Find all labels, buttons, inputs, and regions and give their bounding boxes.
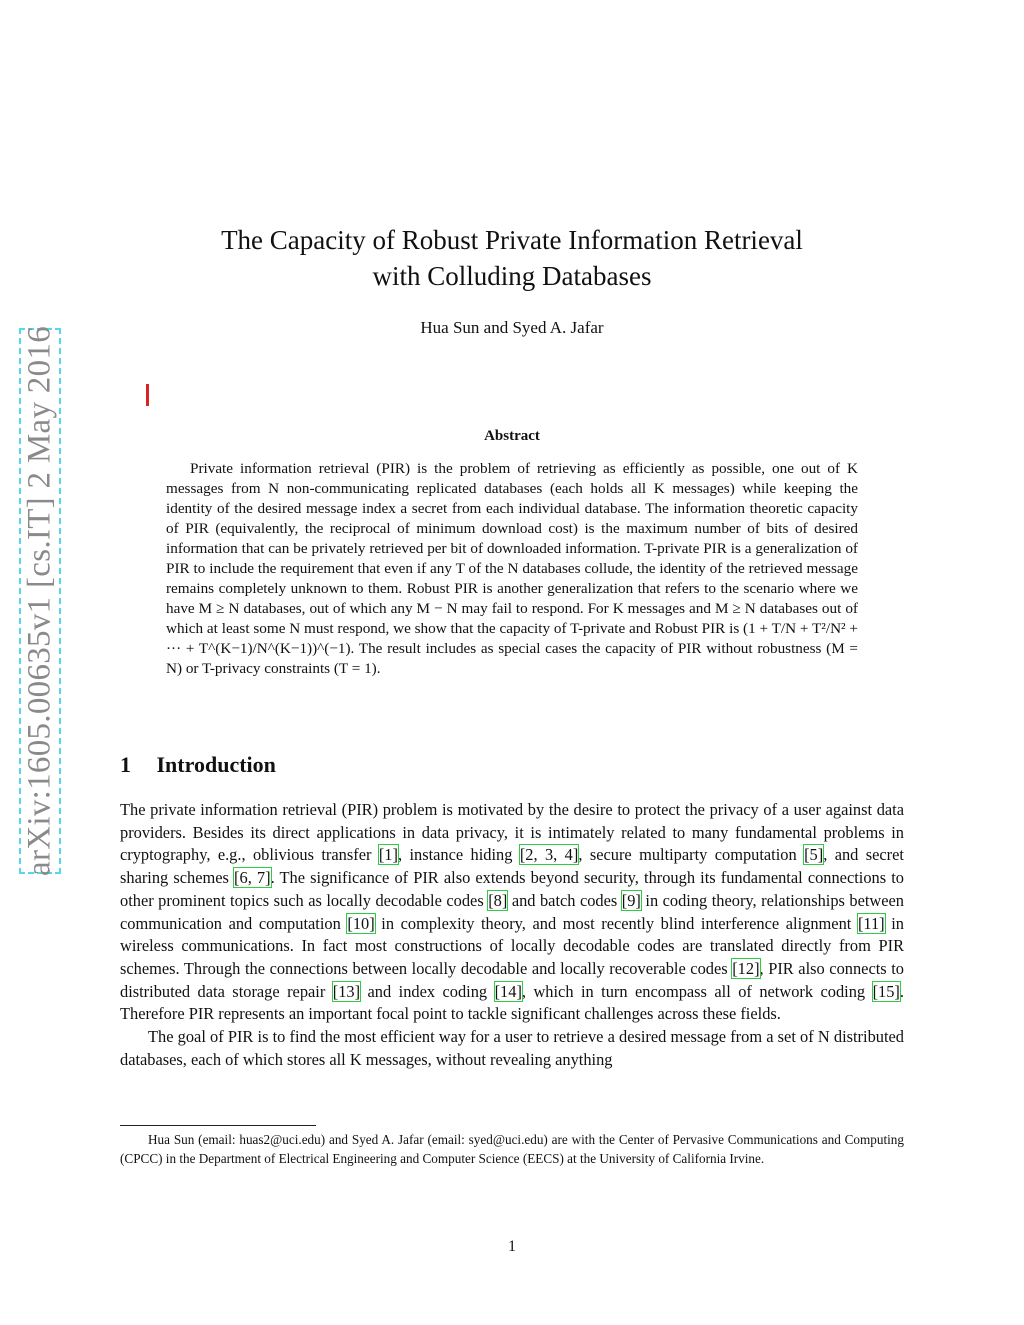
intro-text: . The significance of PIR also extends beyond security, through its fundamental connections to other prominent topics such as locally decodable codes — [120, 868, 904, 910]
citation-link[interactable]: [12] — [732, 958, 760, 978]
footnote: Hua Sun (email: huas2@uci.edu) and Syed A. Jafar (email: syed@uci.edu) are with the Center of Pervasive Communications and Computing (CPCC) in the Department of Electrical Engineering and Computer Science (EECS) at the University of California Irvine. — [120, 1132, 904, 1166]
intro-text: in wireless communications. In fact most constructions of locally decodable codes are translated directly from PIR schemes. Through the connections between locally decodable and locally recoverable codes — [120, 913, 904, 978]
intro-paragraph-2: The goal of PIR is to find the most efficient way for a user to retrieve a desired message from a set of N distributed databases, each of which stores all K messages, without revealing anything — [120, 1027, 904, 1069]
citation-link[interactable]: [6, 7] — [234, 868, 271, 888]
citation-link[interactable]: [11] — [857, 913, 885, 933]
paper-authors: Hua Sun and Syed A. Jafar — [420, 318, 604, 337]
section-number: 1 — [120, 752, 131, 777]
intro-text: , instance hiding — [397, 845, 520, 865]
citation-link[interactable]: [10] — [347, 913, 375, 933]
citation-link[interactable]: [2, 3, 4] — [519, 845, 579, 865]
intro-paragraph-1 — [120, 799, 904, 1026]
title-line-2: with Colluding Databases — [372, 261, 652, 291]
intro-text: and index coding — [360, 981, 495, 1001]
citation-link[interactable]: [13] — [332, 981, 361, 1001]
citation-link[interactable]: [9] — [621, 890, 641, 910]
intro-text: in complexity theory, and most recently blind interference alignment — [374, 913, 858, 933]
paper-title — [120, 222, 904, 294]
arxiv-identifier: arXiv:1605.00635v1 [cs.IT] 2 May 2016 — [21, 325, 58, 877]
arxiv-sidebar-stamp — [19, 325, 61, 877]
intro-text: , which in turn encompass all of network coding — [521, 981, 873, 1001]
red-edit-mark — [146, 384, 149, 406]
intro-text: The private information retrieval (PIR) problem is motivated by the desire to protect the privacy of a user against data providers. Besides its direct applications in data privacy, it is intimately related to many fundamental problems in cryptography, e.g., oblivious transfer — [120, 800, 904, 865]
abstract-heading: Abstract — [484, 428, 540, 444]
intro-text: . Therefore PIR represents an important focal point to tackle significant challenges across these fields. — [120, 981, 904, 1024]
intro-text: , PIR also connects to distributed data storage repair — [120, 958, 904, 1001]
citation-link[interactable]: [1] — [378, 845, 398, 865]
intro-text: and batch codes — [507, 890, 622, 910]
introduction-body — [120, 799, 904, 1071]
citation-link[interactable]: [5] — [804, 845, 824, 865]
intro-text: in coding theory, relationships between communication and computation — [120, 890, 904, 933]
citation-link[interactable]: [14] — [494, 981, 522, 1001]
citation-link[interactable]: [15] — [872, 981, 900, 1001]
section-heading — [120, 752, 276, 778]
section-title: Introduction — [156, 752, 276, 777]
page-number: 1 — [508, 1238, 516, 1255]
intro-text: , and secret sharing schemes — [120, 845, 904, 888]
citation-link[interactable]: [8] — [488, 890, 508, 910]
abstract-body: Private information retrieval (PIR) is the problem of retrieving as efficiently as possible, one out of K messages from N non-communicating replicated databases (each holds all K messages) while keeping the identity of the desired message index a secret from each individual database. The information theoretic capacity of PIR (equivalently, the reciprocal of minimum download cost) is the maximum number of bits of desired information that can be privately retrieved per bit of downloaded information. T-private PIR is a generalization of PIR to include the requirement that even if any T of the N databases collude, the identity of the retrieved message remains completely unknown to them. Robust PIR is another generalization that refers to the scenario where we have M ≥ N databases, out of which any M − N may fail to respond. For K messages and M ≥ N databases out of which at least some N must respond, we show that the capacity of T-private and Robust PIR is (1 + T/N + T²/N² + ··· + T^(K−1)/N^(K−1))^(−1). The result includes as special cases the capacity of PIR without robustness (M = N) or T-privacy constraints (T = 1). — [166, 460, 858, 677]
intro-text: , secure multiparty computation — [578, 845, 805, 865]
title-line-1: The Capacity of Robust Private Information Retrieval — [221, 225, 803, 255]
footnote-rule — [120, 1125, 316, 1126]
